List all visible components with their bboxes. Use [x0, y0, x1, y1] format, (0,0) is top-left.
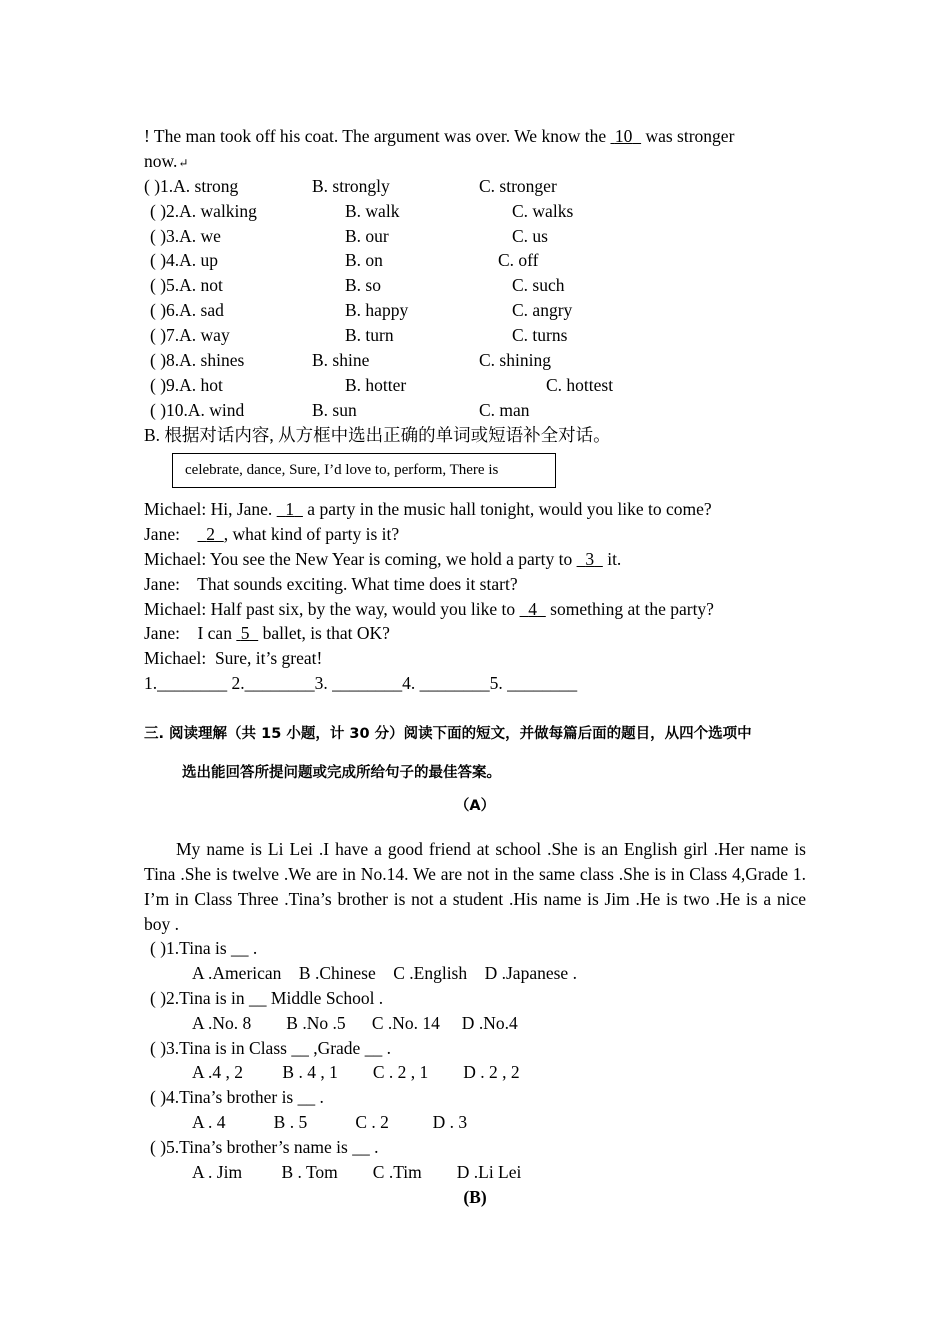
question-4: ( )4.Tina’s brother is __ . [150, 1087, 324, 1108]
dialogue-line-5: Michael: Half past six, by the way, would you like to 4 something at the party? [144, 598, 714, 619]
dialogue-line-3: Michael: You see the New Year is coming, we hold a party to 3 it. [144, 548, 622, 569]
cloze-question-2: ( )2.A. walking B. walk C. walks [150, 200, 574, 221]
document-page [144, 124, 806, 1207]
question-2: ( )2.Tina is in __ Middle School . [150, 987, 384, 1008]
dialogue-line-2: Jane: 2 , what kind of party is it? [144, 523, 400, 544]
section-3-title-cont: 选出能回答所提问题或完成所给句子的最佳答案。 [182, 765, 501, 781]
cloze-question-3: ( )3.A. we B. our C. us [150, 225, 548, 246]
cloze-question-4: ( )4.A. up B. on C. off [150, 250, 539, 271]
question-1: ( )1.Tina is __ . [150, 938, 258, 958]
cloze-question-9: ( )9.A. hot B. hotter C. hottest [150, 374, 614, 395]
question-5-options: A . Jim B . Tom C .Tim D .Li Lei [192, 1162, 522, 1183]
cloze-line-1: ! The man took off his coat. The argument was over. We know the 10 was stronger [144, 126, 735, 146]
passage-a: My name is Li Lei .I have a good friend at school .She is an English girl .Her name is Tina .She is twelve .We are in No.14. We are not in the same class .She is in Class 4,Grade 1. I’m in Class Three .Tina’s brother is not a student .His name is Jim .He is two .He is a nice boy . [144, 839, 806, 934]
question-3-options: A .4 , 2 B . 4 , 1 C . 2 , 1 D . 2 , 2 [192, 1062, 520, 1083]
return-mark-icon: ↵ [178, 155, 189, 170]
word-box: celebrate, dance, Sure, I’d love to, perform, There is [172, 453, 556, 488]
question-2-options: A .No. 8 B .No .5 C .No. 14 D .No.4 [192, 1012, 518, 1033]
section-3-title: 三. 阅读理解（共 15 小题，计 30 分）阅读下面的短文，并做每篇后面的题目，从四个选项中 [144, 726, 752, 742]
question-4-options: A . 4 B . 5 C . 2 D . 3 [192, 1112, 468, 1133]
dialogue-line-7: Michael: Sure, it’s great! [144, 648, 323, 669]
passage-a-label: （A） [454, 798, 496, 814]
cloze-question-7: ( )7.A. way B. turn C. turns [150, 325, 568, 346]
question-3: ( )3.Tina is in Class __ ,Grade __ . [150, 1037, 391, 1058]
question-5: ( )5.Tina’s brother’s name is __ . [150, 1137, 379, 1158]
cloze-question-8: ( )8.A. shines B. shine C. shining [150, 350, 551, 371]
dialogue-line-1: Michael: Hi, Jane. 1 a party in the music hall tonight, would you like to come? [144, 499, 712, 519]
part-b-instruction: B. 根据对话内容, 从方框中选出正确的单词或短语补全对话。 [144, 424, 611, 445]
dialogue-line-4: Jane: That sounds exciting. What time does it start? [144, 573, 518, 594]
dialogue-line-6: Jane: I can 5 ballet, is that OK? [144, 623, 390, 644]
blank-10: 10 [614, 126, 633, 146]
cloze-question-5: ( )5.A. not B. so C. such [150, 275, 565, 296]
question-1-options: A .American B .Chinese C .English D .Japanese . [192, 962, 577, 983]
cloze-line-2: now.↵ [144, 150, 189, 171]
cloze-question-6: ( )6.A. sad B. happy C. angry [150, 300, 573, 321]
answer-blanks: 1.________ 2.________3. ________4. ________5. ________ [144, 673, 578, 694]
passage-b-label: (B) [463, 1186, 487, 1207]
cloze-question-10: ( )10.A. wind B. sun C. man [150, 399, 530, 420]
cloze-question-1: ( )1.A. strong B. strongly C. stronger [144, 175, 557, 196]
